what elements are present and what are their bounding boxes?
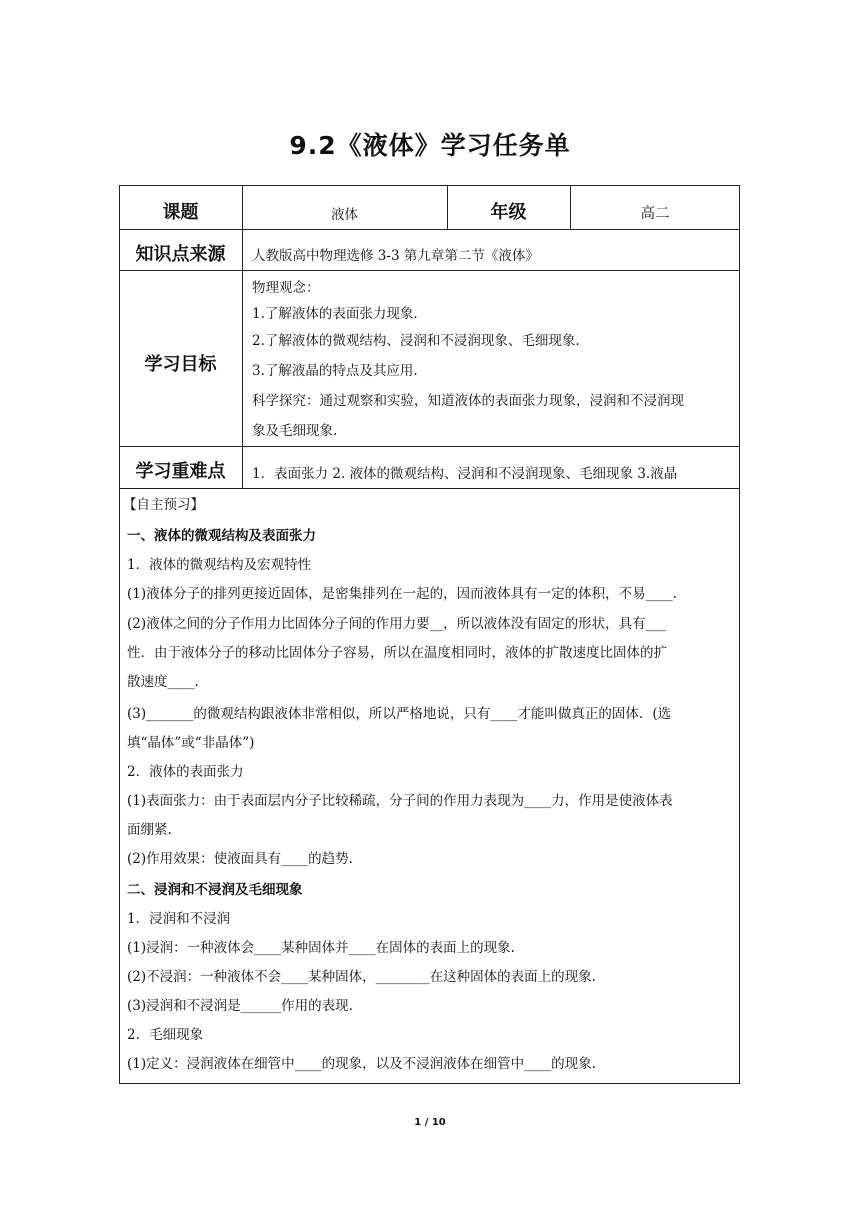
text-line: 2．毛细现象 <box>127 1027 204 1043</box>
row-divider <box>119 270 740 271</box>
row-divider <box>119 488 740 489</box>
text-line: (3)浸润和不浸润是______作用的表现. <box>127 998 353 1014</box>
row-divider <box>119 446 740 447</box>
goals-label: 学习目标 <box>144 354 217 375</box>
text-line: (3)_______的微观结构跟液体非常相似，所以严格地说，只有____才能叫做真正的固体．(选 <box>127 706 672 722</box>
text-line: (1)液体分子的排列更接近固体，是密集排列在一起的，因而液体具有一定的体积，不易____. <box>127 586 677 602</box>
goal-line: 2.了解液体的微观结构、浸润和不浸润现象、毛细现象. <box>252 333 580 349</box>
column-divider <box>242 185 243 488</box>
section-heading: 一、液体的微观结构及表面张力 <box>127 528 316 544</box>
text-line: (1)浸润：一种液体会____某种固体并____在固体的表面上的现象. <box>127 940 515 956</box>
text-line: (2)不浸润：一种液体不会____某种固体，________在这种固体的表面上的现象. <box>127 969 596 985</box>
row-divider <box>119 229 740 230</box>
text-line: (2)作用效果：使液面具有____的趋势. <box>127 851 353 867</box>
text-line: 散速度____. <box>127 674 199 690</box>
goal-line: 物理观念： <box>252 280 320 296</box>
page-number: 1 / 10 <box>414 1117 446 1128</box>
source-label: 知识点来源 <box>135 244 226 265</box>
goal-line: 3.了解液晶的特点及其应用. <box>252 363 418 379</box>
goal-line: 1.了解液体的表面张力现象. <box>252 306 418 322</box>
difficulty-value: 1．表面张力 2. 液体的微观结构、浸润和不浸润现象、毛细现象 3.液晶 <box>252 466 678 482</box>
source-value: 人教版高中物理选修 3-3 第九章第二节《液体》 <box>252 248 539 264</box>
goal-line: 象及毛细现象. <box>252 423 338 439</box>
text-line: 1．液体的微观结构及宏观特性 <box>127 557 312 573</box>
text-line: 2．液体的表面张力 <box>127 764 244 780</box>
text-line: (1)表面张力：由于表面层内分子比较稀疏，分子间的作用力表现为____力，作用是使液体表 <box>127 793 673 809</box>
nianji-label: 年级 <box>490 202 527 223</box>
nianji-value: 高二 <box>640 206 670 222</box>
text-line: 性．由于液体分子的移动比固体分子容易，所以在温度相同时，液体的扩散速度比固体的扩 <box>127 645 667 661</box>
page-title: 9.2《液体》学习任务单 <box>289 131 571 160</box>
goal-line: 科学探究：通过观察和实验，知道液体的表面张力现象，浸润和不浸润现 <box>252 393 684 409</box>
text-line: 1．浸润和不浸润 <box>127 911 231 927</box>
preview-heading: 【自主预习】 <box>123 497 204 513</box>
text-line: (2)液体之间的分子作用力比固体分子间的作用力要__，所以液体没有固定的形状，具有___ <box>127 616 666 632</box>
section-heading: 二、浸润和不浸润及毛细现象 <box>127 882 303 898</box>
difficulty-label: 学习重难点 <box>135 461 226 482</box>
text-line: (1)定义：浸润液体在细管中____的现象，以及不浸润液体在细管中____的现象. <box>127 1056 596 1072</box>
text-line: 面绷紧. <box>127 822 172 838</box>
keti-value: 液体 <box>331 207 358 223</box>
keti-label: 课题 <box>162 202 199 223</box>
text-line: 填“晶体”或“非晶体”) <box>127 735 255 751</box>
